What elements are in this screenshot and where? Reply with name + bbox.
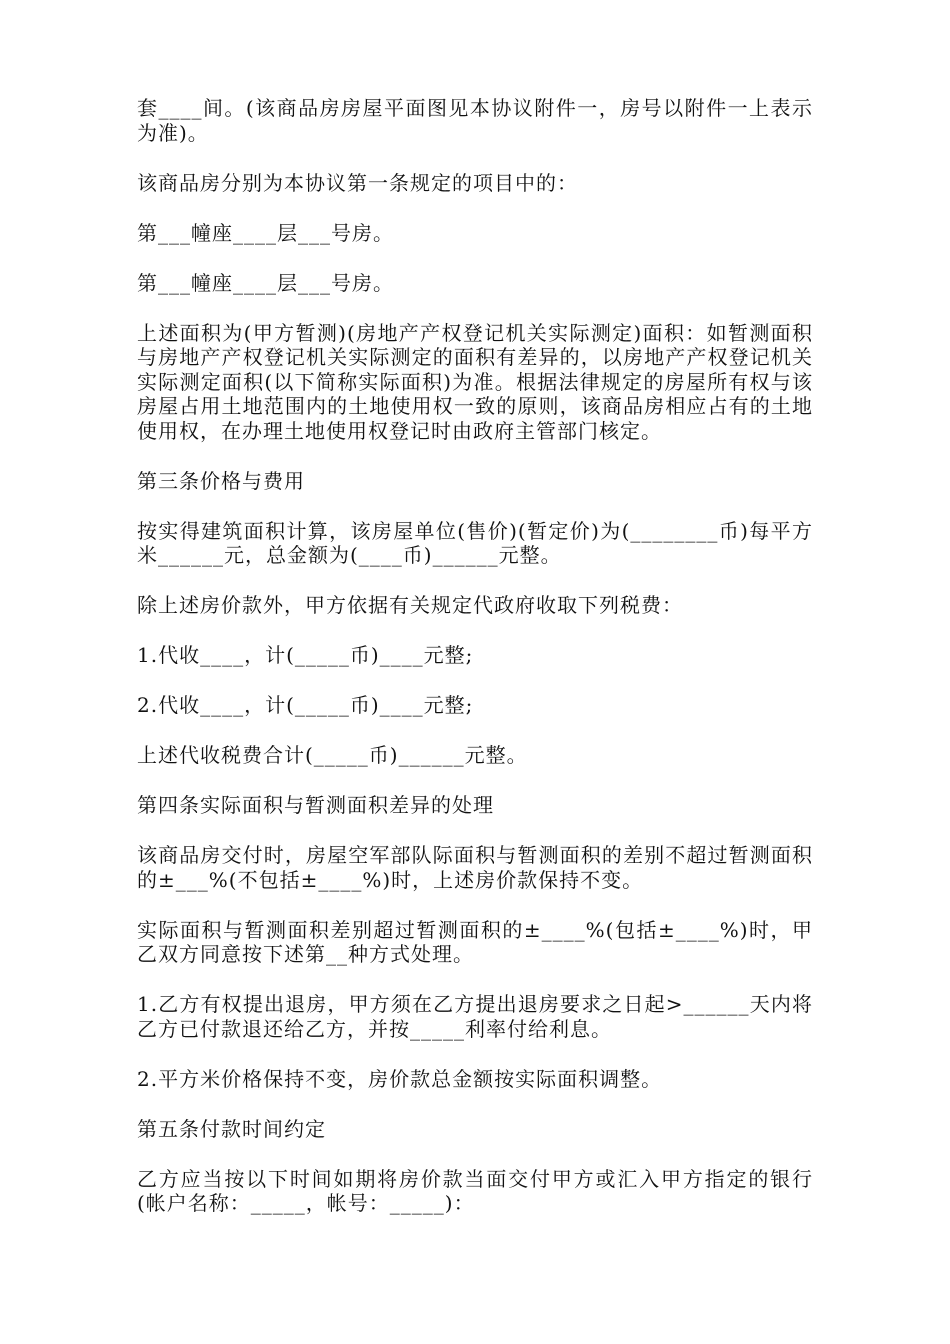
paragraph-option-adjust: 2.平方米价格保持不变，房价款总金额按实际面积调整。 [137,1066,663,1091]
document-body [137,96,813,1241]
section-heading-price: 第三条价格与费用 [137,468,305,493]
paragraph-payment-terms: 乙方应当按以下时间如期将房价款当面交付甲方或汇入甲方指定的银行(帐户名称：_____，帐号：_____)： [137,1166,813,1215]
paragraph-project-units: 该商品房分别为本协议第一条规定的项目中的： [137,170,578,195]
paragraph-tax-item-2: 2.代收____，计(_____币)____元整; [137,693,474,717]
paragraph-area-definition: 上述面积为(甲方暂测)(房地产产权登记机关实际测定)面积：如暂测面积与房地产产权登记机关实际测定的面积有差异的，以房地产产权登记机关实际测定面积(以下简称实际面积)为准。根据法律规定的房屋所有权与该房屋占用土地范围内的土地使用权一致的原则，该商品房相应占有的土地使用权，在办理土地使用权登记时由政府主管部门核定。 [137,320,813,443]
section-heading-area-difference: 第四条实际面积与暂测面积差异的处理 [137,793,494,817]
paragraph-room-layout: 套____间。(该商品房房屋平面图见本协议附件一，房号以附件一上表示为准)。 [137,96,813,145]
paragraph-difference-within: 该商品房交付时，房屋空军部队际面积与暂测面积的差别不超过暂测面积的±___%(不包括±____%)时，上述房价款保持不变。 [137,843,813,892]
paragraph-unit-1: 第___幢座____层___号房。 [137,220,394,245]
paragraph-difference-exceeds: 实际面积与暂测面积差别超过暂测面积的±____%(包括±____%)时，甲乙双方同意按下述第__种方式处理。 [137,917,813,966]
section-heading-payment: 第五条付款时间约定 [137,1116,326,1141]
paragraph-option-refund: 1.乙方有权提出退房，甲方须在乙方提出退房要求之日起>______天内将乙方已付款退还给乙方，并按_____利率付给利息。 [137,992,813,1041]
paragraph-unit-2: 第___幢座____层___号房。 [137,270,394,295]
paragraph-tax-item-1: 1.代收____，计(_____币)____元整; [137,643,474,667]
paragraph-taxes-intro: 除上述房价款外，甲方依据有关规定代政府收取下列税费： [137,593,683,617]
paragraph-unit-price: 按实得建筑面积计算，该房屋单位(售价)(暂定价)为(________币)每平方米______元，总金额为(____币)______元整。 [137,518,813,567]
paragraph-tax-total: 上述代收税费合计(_____币)______元整。 [137,743,528,767]
